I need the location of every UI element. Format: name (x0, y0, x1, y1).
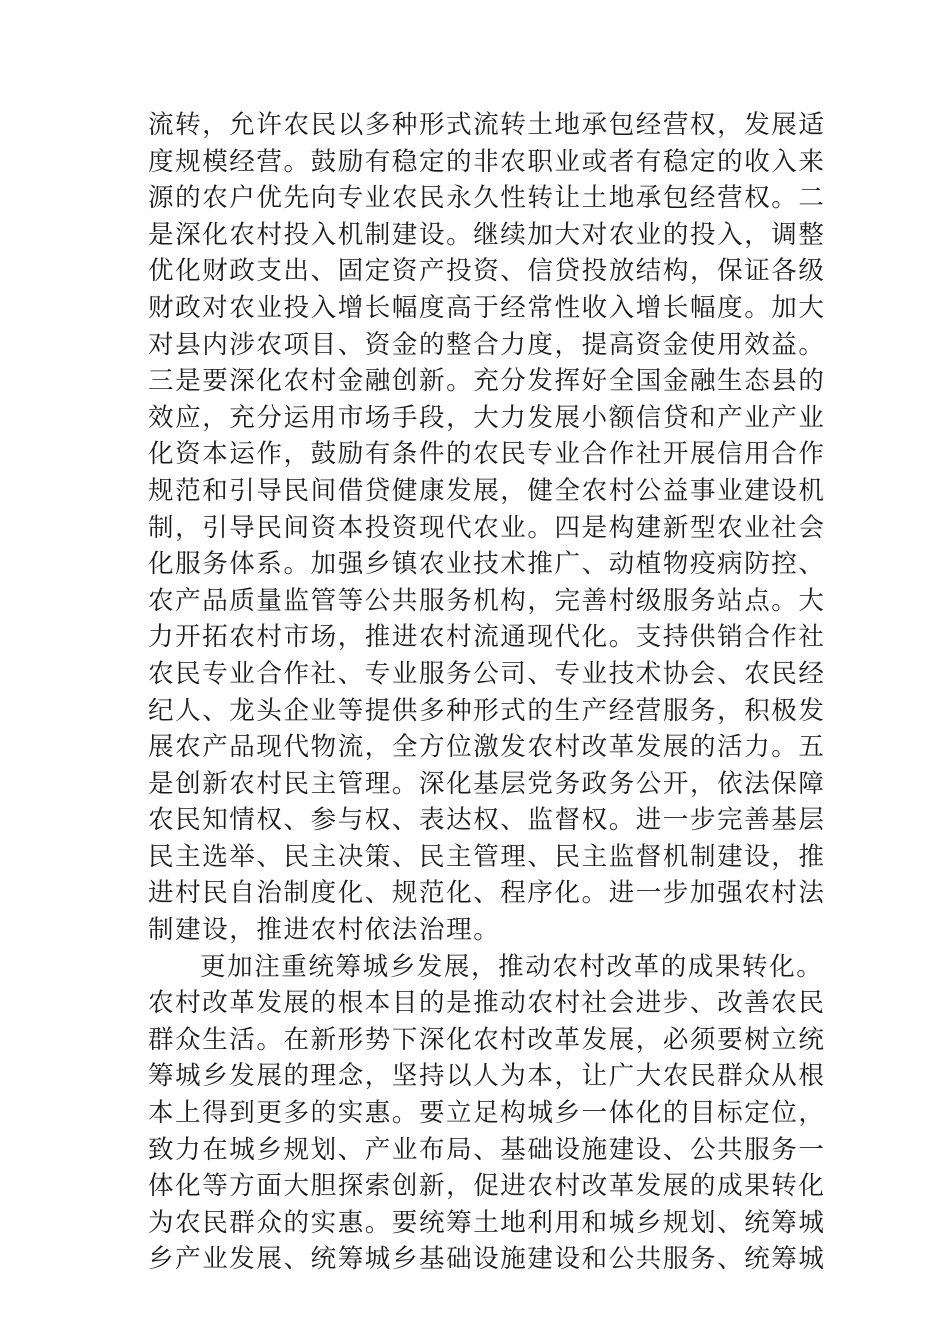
text-line: 农民专业合作社、专业服务公司、专业技术协会、农民经 (148, 658, 826, 689)
text-line: 三是要深化农村金融创新。充分发挥好全国金融生态县的 (148, 366, 826, 397)
text-line: 制建设，推进农村依法治理。 (148, 915, 501, 946)
text-line: 是深化农村投入机制建设。继续加大对农业的投入，调整 (148, 219, 826, 250)
text-line: 农村改革发展的根本目的是推动农村社会进步、改善农民 (148, 988, 826, 1019)
text-line: 源的农户优先向专业农民永久性转让土地承包经营权。二 (148, 183, 826, 214)
text-line: 体化等方面大胆探索创新，促进农村改革发展的成果转化 (148, 1171, 826, 1202)
text-line: 纪人、龙头企业等提供多种形式的生产经营服务，积极发 (148, 695, 826, 726)
text-line: 筹城乡发展的理念，坚持以人为本，让广大农民群众从根 (148, 1061, 826, 1092)
text-line: 进村民自治制度化、规范化、程序化。进一步加强农村法 (148, 878, 826, 909)
text-line: 对县内涉农项目、资金的整合力度，提高资金使用效益。 (148, 329, 826, 360)
text-line: 优化财政支出、固定资产投资、信贷投放结构，保证各级 (148, 256, 826, 287)
text-line: 效应，充分运用市场手段，大力发展小额信贷和产业产业 (148, 402, 826, 433)
text-line: 财政对农业投入增长幅度高于经常性收入增长幅度。加大 (148, 292, 826, 323)
text-line: 是创新农村民主管理。深化基层党务政务公开，依法保障 (148, 768, 826, 799)
text-line: 展农产品现代物流，全方位激发农村改革发展的活力。五 (148, 732, 826, 763)
text-line: 制，引导民间资本投资现代农业。四是构建新型农业社会 (148, 512, 826, 543)
text-line: 化资本运作，鼓励有条件的农民专业合作社开展信用合作 (148, 439, 826, 470)
text-line: 民主选举、民主决策、民主管理、民主监督机制建设，推 (148, 841, 826, 872)
text-line: 致力在城乡规划、产业布局、基础设施建设、公共服务一 (148, 1134, 826, 1165)
paragraph-first-line: 更加注重统筹城乡发展，推动农村改革的成果转化。 (200, 951, 824, 982)
text-line: 本上得到更多的实惠。要立足构城乡一体化的目标定位， (148, 1098, 826, 1129)
text-line: 化服务体系。加强乡镇农业技术推广、动植物疫病防控、 (148, 549, 826, 580)
text-line: 为农民群众的实惠。要统筹土地利用和城乡规划、统筹城 (148, 1207, 826, 1238)
text-line: 规范和引导民间借贷健康发展，健全农村公益事业建设机 (148, 475, 826, 506)
body-text (148, 107, 826, 1278)
text-line: 群众生活。在新形势下深化农村改革发展，必须要树立统 (148, 1024, 826, 1055)
text-line: 力开拓农村市场，推进农村流通现代化。支持供销合作社 (148, 622, 826, 653)
text-line: 度规模经营。鼓励有稳定的非农职业或者有稳定的收入来 (148, 146, 826, 177)
text-line: 农产品质量监管等公共服务机构，完善村级服务站点。大 (148, 585, 826, 616)
text-line: 流转，允许农民以多种形式流转土地承包经营权，发展适 (148, 110, 826, 140)
text-line: 乡产业发展、统筹城乡基础设施建设和公共服务、统筹城 (148, 1244, 826, 1275)
text-line: 农民知情权、参与权、表达权、监督权。进一步完善基层 (148, 805, 826, 836)
